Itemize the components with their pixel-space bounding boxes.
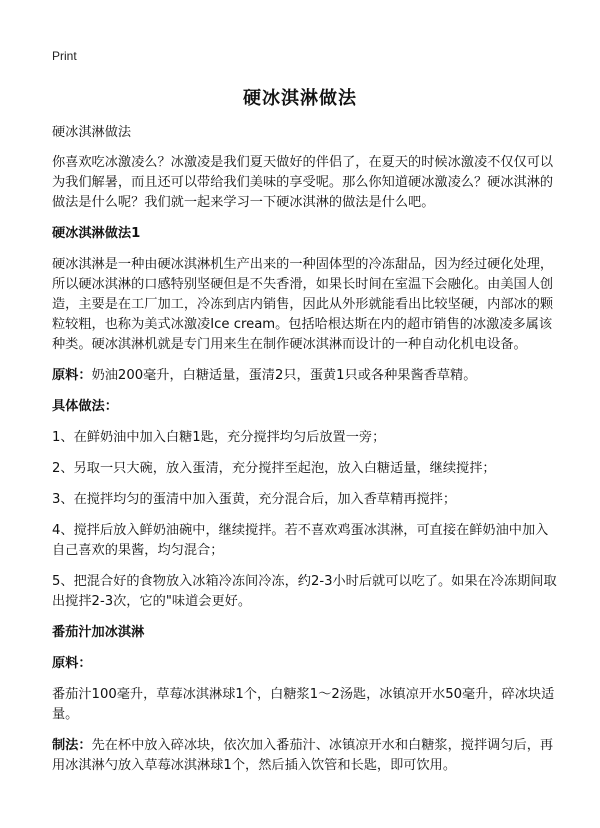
step-item: 3、在搅拌均匀的蛋清中加入蛋黄，充分混合后，加入香草精再搅拌； bbox=[52, 492, 457, 507]
intro-paragraph: 你喜欢吃冰激凌么？冰激凌是我们夏天做好的伴侣了，在夏天的时候冰激凌不仅仅可以为我们解暑，而且还可以带给我们美味的享受呢。那么你知道硬冰激凌么？硬冰淇淋的做法是什么呢？我们就一起来学习一下硬冰淇淋的做法是什么吧。 bbox=[52, 155, 554, 210]
step-item: 5、把混合好的食物放入冰箱冷冻间冷冻，约2-3小时后就可以吃了。如果在冷冻期间取出搅拌2-3次，它的"味道会更好。 bbox=[52, 574, 557, 609]
step-item: 4、搅拌后放入鲜奶油碗中，继续搅拌。若不喜欢鸡蛋冰淇淋，可直接在鲜奶油中加入自己喜欢的果酱，均匀混合； bbox=[52, 523, 549, 558]
ingredients-text: 奶油200毫升，白糖适量，蛋清2只，蛋黄1只或各种果酱香草精。 bbox=[91, 368, 477, 383]
step-item: 2、另取一只大碗，放入蛋清，充分搅拌至起泡，放入白糖适量，继续搅拌； bbox=[52, 461, 496, 476]
document-body bbox=[52, 123, 560, 787]
steps-heading: 具体做法： bbox=[52, 399, 118, 414]
document-subtitle: 硬冰淇淋做法 bbox=[52, 125, 132, 140]
ingredients-label: 原料： bbox=[52, 368, 92, 383]
section2-ingredients-heading: 原料： bbox=[52, 656, 92, 671]
section2-heading: 番茄汁加冰淇淋 bbox=[52, 625, 145, 640]
section1-heading: 硬冰淇淋做法1 bbox=[52, 226, 141, 241]
section1-ingredients bbox=[52, 366, 560, 386]
print-link[interactable]: Print bbox=[52, 49, 77, 63]
section2-ingredients-text: 番茄汁100毫升，草莓冰淇淋球1个，白糖浆1～2汤匙，冰镇凉开水50毫升，碎冰块适量。 bbox=[52, 687, 555, 722]
section1-description: 硬冰淇淋是一种由硬冰淇淋机生产出来的一种固体型的冷冻甜品，因为经过硬化处理，所以硬冰淇淋的口感特别坚硬但是不失香滑，如果长时间在室温下会融化。由美国人创造，主要是在工厂加工，冷冻到店内销售，因此从外形就能看出比较坚硬，内部冰的颗粒较粗，也称为美式冰激凌Ice cream。包括哈根达斯在内的超市销售的冰激凌多属该种类。硬冰淇淋机就是专门用来生在制作硬冰淇淋而设计的一种自动化机电设备。 bbox=[52, 257, 554, 352]
method-label: 制法： bbox=[52, 738, 92, 753]
document-title: 硬冰淇淋做法 bbox=[243, 88, 357, 109]
step-item: 1、在鲜奶油中加入白糖1匙，充分搅拌均匀后放置一旁； bbox=[52, 430, 386, 445]
method-text: 先在杯中放入碎冰块，依次加入番茄汁、冰镇凉开水和白糖浆，搅拌调匀后，再用冰淇淋勺放入草莓冰淇淋球1个，然后插入饮管和长匙，即可饮用。 bbox=[52, 738, 554, 773]
section2-method bbox=[52, 736, 560, 776]
